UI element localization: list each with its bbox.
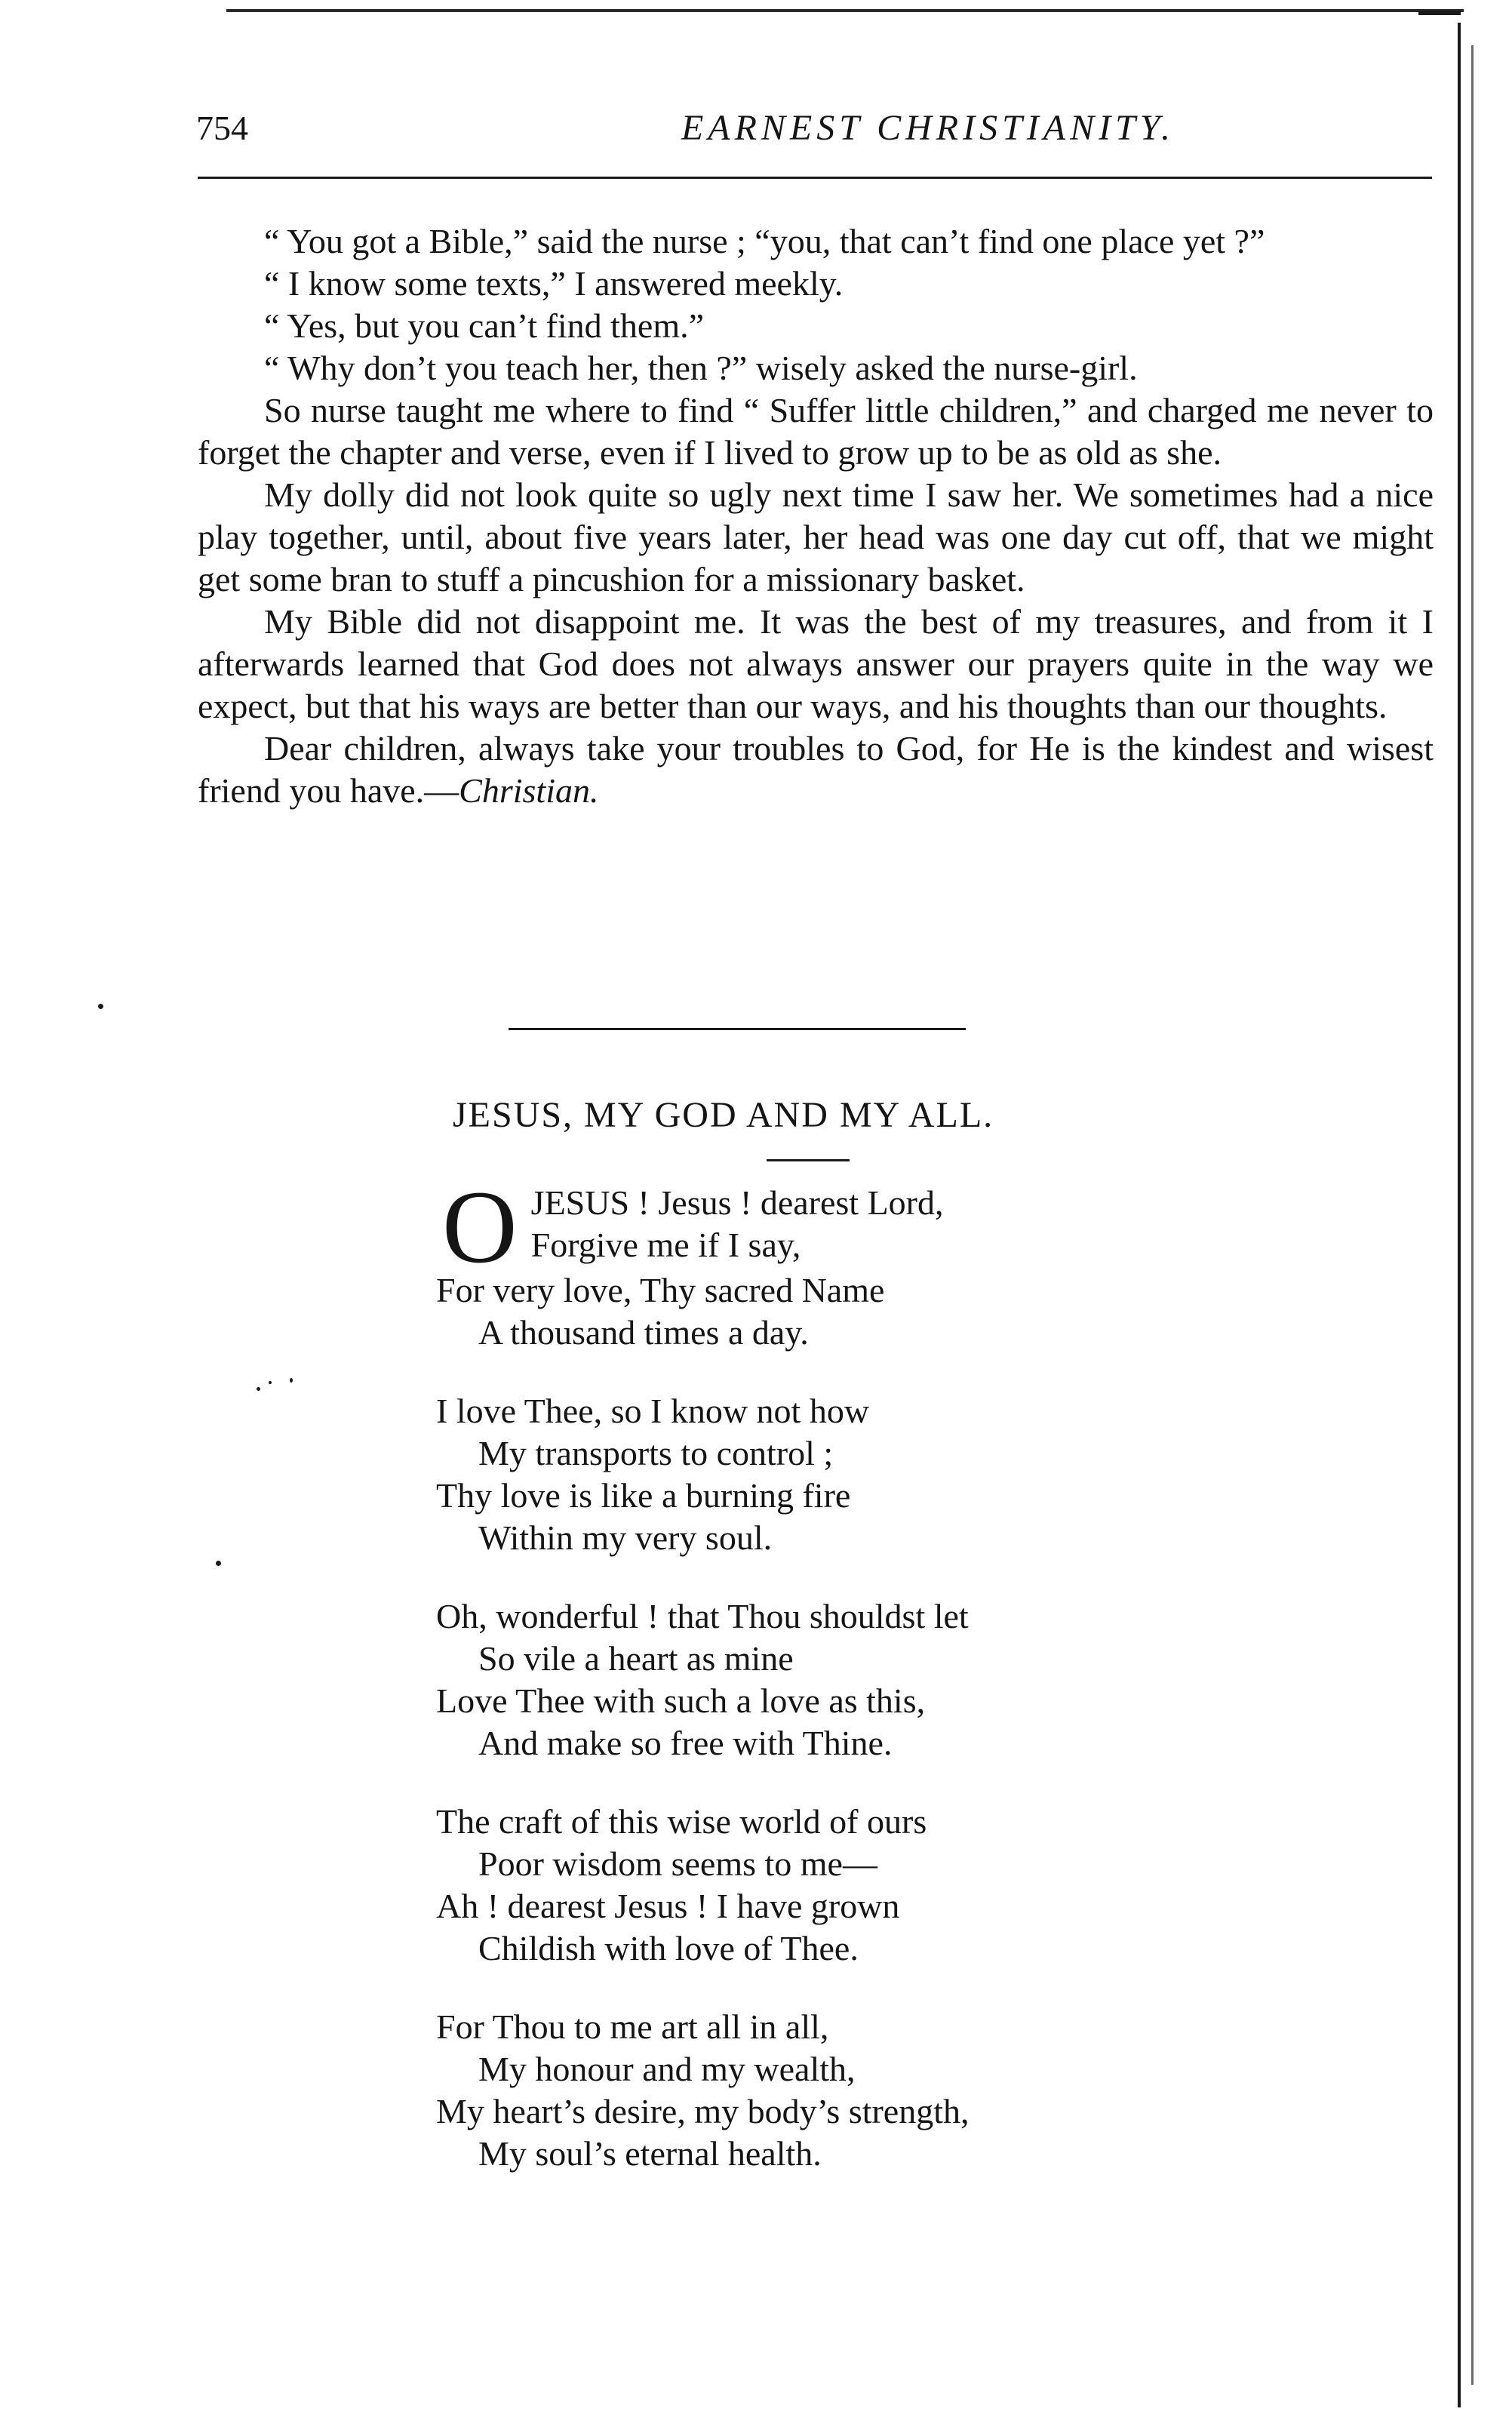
poem-line: Poor wisdom seems to me— [478, 1844, 877, 1883]
page-edge-right [1458, 23, 1461, 2407]
stanza [436, 1595, 1191, 1764]
prose-paragraph: My Bible did not disappoint me. It was the best of my treasures, and from it I afterwards learned that God does not always answer our prayers quite in the way we expect, but that his ways are better than our ways, and his thoughts than our thoughts. [198, 602, 1434, 725]
poem-line: Within my very soul. [478, 1518, 773, 1557]
poem-line: Forgive me if I say, [530, 1226, 801, 1264]
header-rule [198, 177, 1432, 179]
prose-paragraph: “ You got a Bible,” said the nurse ; “you, that can’t find one place yet ?” [264, 222, 1265, 260]
page-edge-corner [1418, 11, 1461, 15]
poem-title: JESUS, MY GOD AND MY ALL. [453, 1095, 994, 1135]
running-title: EARNEST CHRISTIANITY. [681, 108, 1175, 148]
poem-line: Childish with love of Thee. [478, 1929, 859, 1967]
poem-line: My honour and my wealth, [478, 2050, 856, 2088]
page-header [196, 106, 1434, 158]
stanza [436, 1390, 1191, 1559]
scan-speck [216, 1561, 221, 1566]
poem-line: My transports to control ; [478, 1434, 834, 1472]
poem [436, 1169, 1191, 2211]
stanza [436, 2006, 1191, 2175]
poem-line: Ah ! dearest Jesus ! I have grown [436, 1887, 900, 1925]
section-divider [509, 1028, 966, 1030]
poem-line: My soul’s eternal health. [478, 2134, 822, 2173]
page-number: 754 [196, 109, 248, 147]
closing-text: Dear children, always take your troubles to God, for He is the kindest and wisest friend you have.— [198, 729, 1434, 810]
poem-line: And make so free with Thine. [478, 1724, 893, 1762]
prose-paragraph: So nurse taught me where to find “ Suffer little children,” and charged me never to forget the chapter and verse, even if I lived to grow up to be as old as she. [198, 391, 1434, 472]
prose-paragraph: “ Yes, but you can’t find them.” [264, 306, 705, 345]
scan-speck [257, 1387, 260, 1391]
poem-line: My heart’s desire, my body’s strength, [436, 2092, 970, 2130]
poem-line: So vile a heart as mine [478, 1639, 794, 1678]
page-edge-shadow [1471, 45, 1474, 2385]
title-rule [767, 1159, 850, 1161]
prose-section [198, 220, 1434, 812]
poem-line: I love Thee, so I know not how [436, 1392, 870, 1430]
scan-speck [269, 1381, 272, 1384]
poem-line: Oh, wonderful ! that Thou shouldst let [436, 1597, 969, 1635]
drop-cap: O [442, 1169, 518, 1284]
poem-line: A thousand times a day. [478, 1313, 809, 1352]
stanza [436, 1169, 1191, 1354]
closing-paragraph [198, 728, 1434, 812]
poem-line: JESUS ! Jesus ! dearest Lord, [530, 1183, 944, 1222]
poem-line: Love Thee with such a love as this, [436, 1681, 926, 1720]
scan-speck [98, 1004, 103, 1009]
poem-line: The craft of this wise world of ours [436, 1802, 927, 1841]
page-edge-top [226, 9, 1464, 12]
scan-speck [290, 1378, 293, 1383]
poem-line: For very love, Thy sacred Name [436, 1271, 885, 1309]
poem-line: Thy love is like a burning fire [436, 1476, 851, 1515]
stanza [436, 1801, 1191, 1970]
prose-paragraph: My dolly did not look quite so ugly next time I saw her. We sometimes had a nice play together, until, about five years later, her head was one day cut off, that we might get some bran to stuff a pincushion for a missionary basket. [198, 475, 1434, 598]
prose-paragraph: “ I know some texts,” I answered meekly. [264, 264, 844, 303]
attribution: Christian. [459, 771, 599, 810]
prose-paragraph: “ Why don’t you teach her, then ?” wisely asked the nurse-girl. [264, 349, 1138, 387]
poem-line: For Thou to me art all in all, [436, 2007, 829, 2046]
